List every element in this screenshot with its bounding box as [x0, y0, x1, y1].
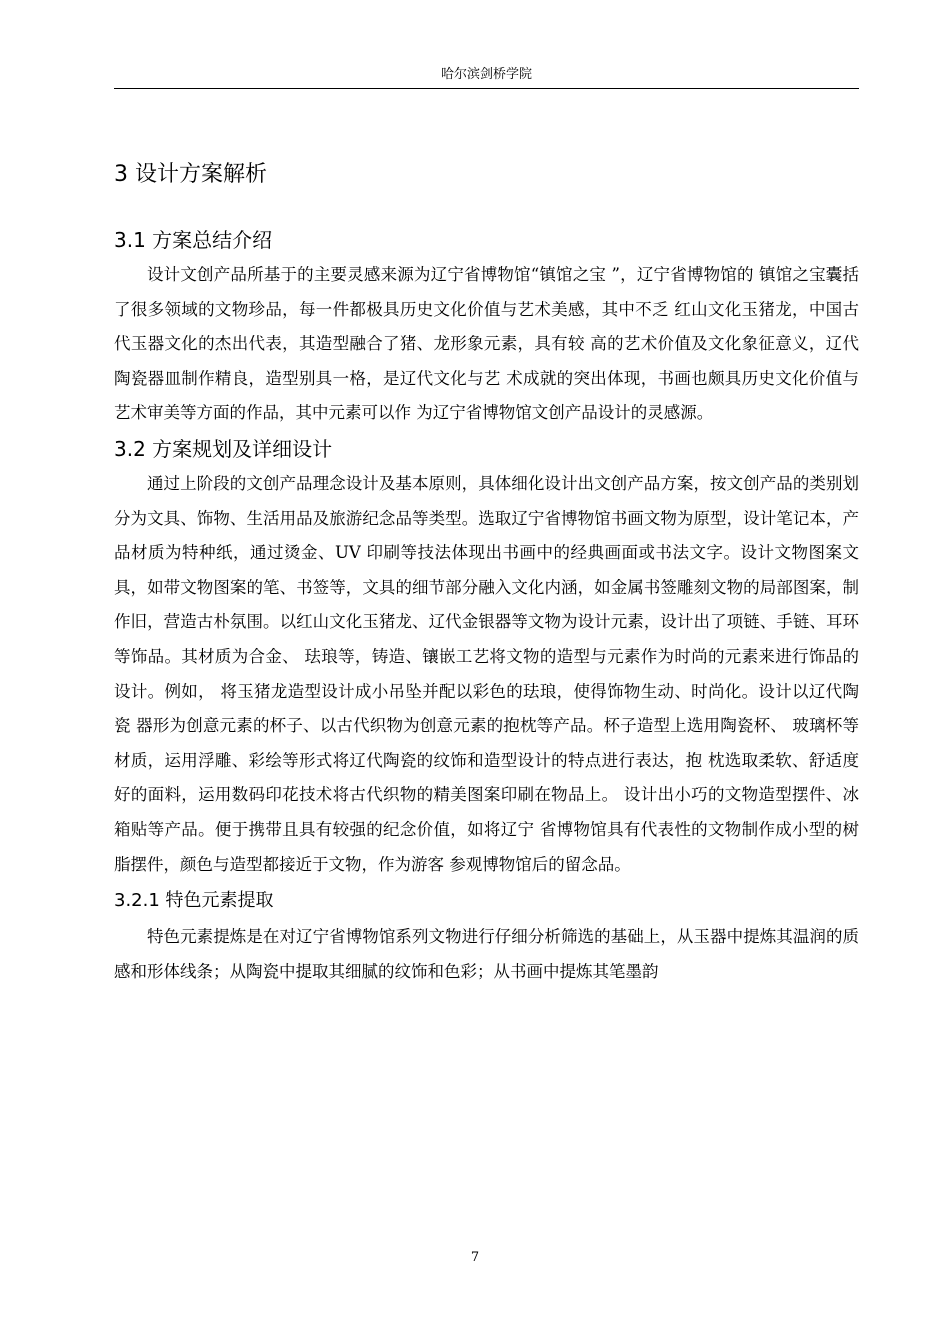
section-3-2-paragraph: 通过上阶段的文创产品理念设计及基本原则，具体细化设计出文创产品方案，按文创产品的类别划分为文具、饰物、生活用品及旅游纪念品等类型。选取辽宁省博物馆书画文物为原型，设计笔记本，产品材质为特种纸，通过烫金、UV 印刷等技法体现出书画中的经典画面或书法文字。设计文物图案文具，如带文物图案的笔、书签等，文具的细节部分融入文化内涵，如金属书签雕刻文物的局部图案，制作旧，营造古朴氛围。以红山文化玉猪龙、辽代金银器等文物为设计元素，设计出了项链、手链、耳环等饰品。其材质为合金、 珐琅等，铸造、镶嵌工艺将文物的造型与元素作为时尚的元素来进行饰品的设计。例如， 将玉猪龙造型设计成小吊坠并配以彩色的珐琅，使得饰物生动、时尚化。设计以辽代陶瓷 器形为创意元素的杯子、以古代织物为创意元素的抱枕等产品。杯子造型上选用陶瓷杯、 玻璃杯等材质，运用浮雕、彩绘等形式将辽代陶瓷的纹饰和造型设计的特点进行表达，抱 枕选取柔软、舒适度好的面料，运用数码印花技术将古代织物的精美图案印刷在物品上。 设计出小巧的文物造型摆件、冰箱贴等产品。便于携带且具有较强的纪念价值，如将辽宁 省博物馆具有代表性的文物制作成小型的树脂摆件，颜色与造型都接近于文物，作为游客 参观博物馆后的留念品。	[114, 473, 859, 874]
page-number: 7	[470, 1250, 480, 1265]
header-divider	[114, 88, 859, 89]
section-3-2-1-title: 3.2.1 特色元素提取	[114, 890, 274, 912]
section-3-2-1-paragraph: 特色元素提炼是在对辽宁省博物馆系列文物进行仔细分析筛选的基础上，从玉器中提炼其温润的质感和形体线条；从陶瓷中提取其细腻的纹饰和色彩；从书画中提炼其笔墨韵	[114, 927, 859, 981]
section-3-1-paragraph: 设计文创产品所基于的主要灵感来源为辽宁省博物馆“镇馆之宝 ”，辽宁省博物馆的 镇馆之宝囊括了很多领域的文物珍品，每一件都极具历史文化价值与艺术美感，其中不乏 红山文化玉猪龙，中国古代玉器文化的杰出代表，其造型融合了猪、龙形象元素，具有较 高的艺术价值及文化象征意义，辽代陶瓷器皿制作精良，造型别具一格，是辽代文化与艺 术成就的突出体现，书画也颇具历史文化价值与艺术审美等方面的作品，其中元素可以作 为辽宁省博物馆文创产品设计的灵感源。	[114, 265, 859, 423]
page-content	[114, 150, 859, 989]
page-header: 哈尔滨剑桥学院	[440, 67, 532, 82]
section-3-1-title: 3.1 方案总结介绍	[114, 228, 273, 252]
section-3-2-title: 3.2 方案规划及详细设计	[114, 436, 333, 461]
chapter-title: 3 设计方案解析	[114, 162, 267, 187]
